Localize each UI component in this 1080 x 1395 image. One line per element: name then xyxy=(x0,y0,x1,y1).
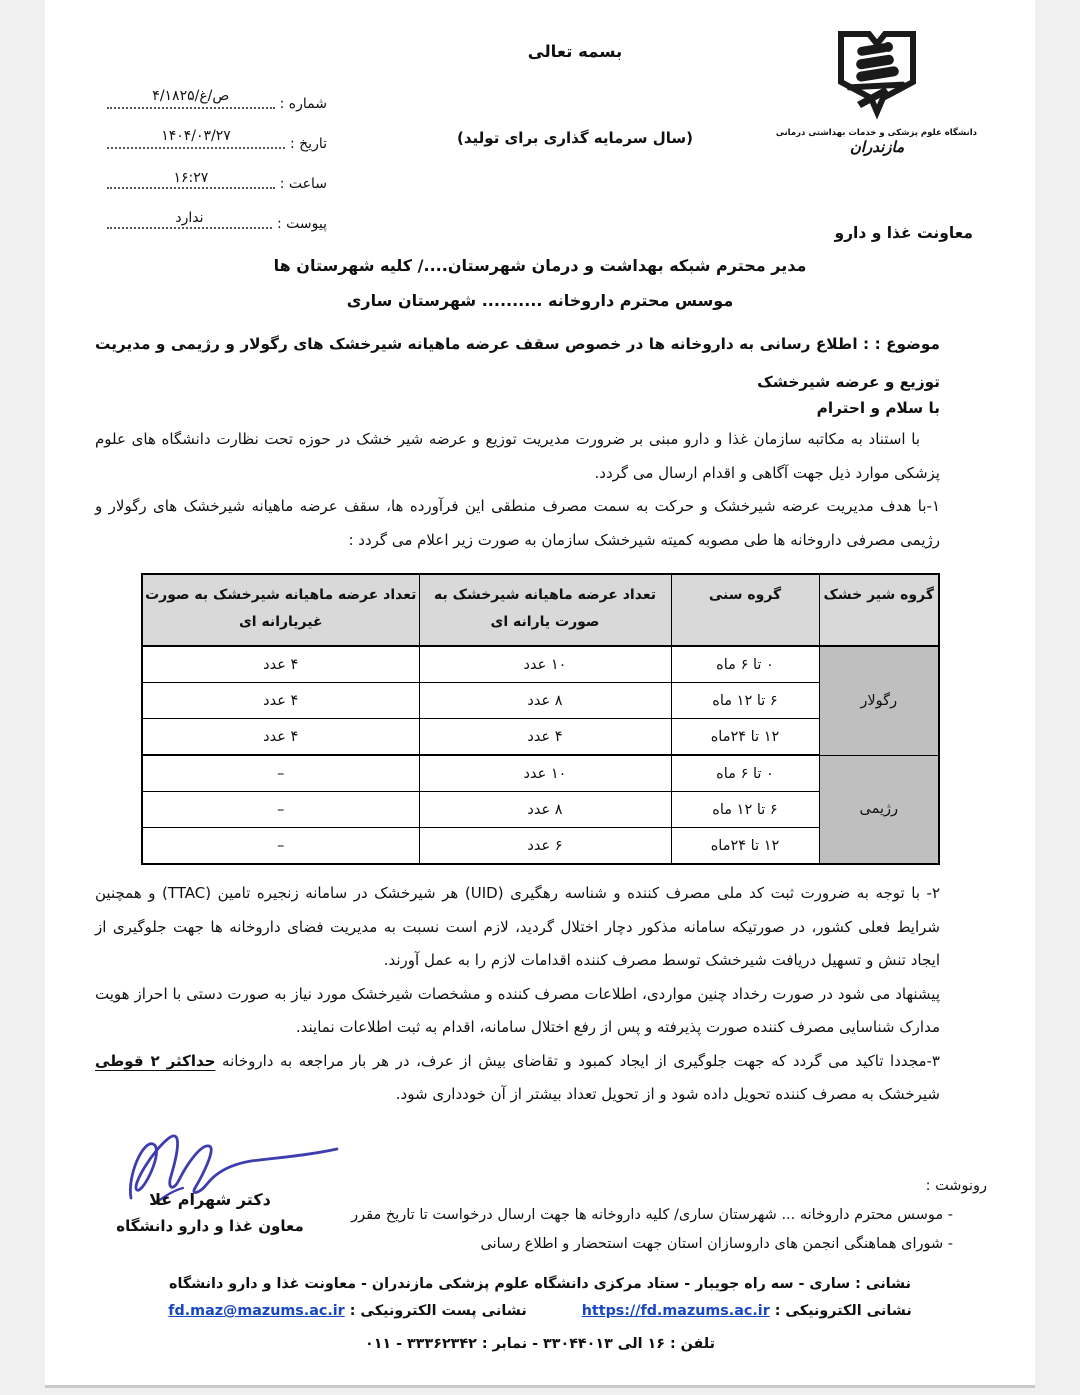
field-number xyxy=(107,90,327,112)
cc-section xyxy=(267,1172,987,1259)
recipient-line-1: مدیر محترم شبکه بهداشت و درمان شهرستان..../ کلیه شهرستان ها xyxy=(273,256,807,275)
field-date xyxy=(107,130,327,152)
field-attachment-label: پیوست : xyxy=(277,216,327,232)
logo-region-name: مازندران xyxy=(849,138,905,156)
header-subsidized: تعداد عرضه ماهیانه شیرخشک به صورت یارانه ای xyxy=(419,574,671,646)
footer-email-label: نشانی پست الکترونیکی : xyxy=(349,1303,527,1319)
signer-title: معاون غذا و دارو دانشگاه xyxy=(116,1217,304,1235)
bismillah-text: بسمه تعالی xyxy=(527,42,623,61)
table-cell-age: ۶ تا ۱۲ ماه xyxy=(671,792,819,828)
body-block-top xyxy=(95,423,940,557)
field-attachment-value: ندارد xyxy=(175,210,204,226)
signer-name: دکتر شهرام علا xyxy=(149,1190,271,1209)
field-time-label: ساعت : xyxy=(279,176,327,192)
paragraph-suggestion: پیشنهاد می شود در صورت رخداد چنین مواردی، اطلاعات مصرف کننده و مشخصات شیرخشک مورد نیاز به صورت دستی با احراز هویت مدارک شناسایی مصرف کننده صورت پذیرفته و پس از رفع اختلال سامانه، اقدام به ثبت اطلاعات نمایند. xyxy=(95,984,940,1036)
field-attachment xyxy=(107,210,327,232)
paragraph-item1: ۱-با هدف مدیریت عرضه شیرخشک و حرکت به سمت مصرف منطقی این فرآورده ها، سقف عرضه ماهیانه شیرخشک های رگولار و رژیمی مصرفی داروخانه ها طی مصوبه کمیته شیرخشک سازمان به صورت زیر اعلام می گردد : xyxy=(95,497,940,549)
table-cell-age: ۰ تا ۶ ماه xyxy=(671,755,819,792)
header-age-group: گروه سنی xyxy=(671,574,819,646)
footer-email-link[interactable]: fd.maz@mazums.ac.ir xyxy=(168,1303,345,1319)
table-cell-age: ۶ تا ۱۲ ماه xyxy=(671,683,819,719)
table-cell-non-subsidized: ۴ عدد xyxy=(142,683,419,719)
item3-emphasis-text: حداکثر ۲ قوطی xyxy=(95,1051,216,1070)
table-cell-age: ۱۲ تا ۲۴ماه xyxy=(671,828,819,865)
footer-address: نشانی : ساری - سه راه جویبار - ستاد مرکزی دانشگاه علوم پزشکی مازندران - معاونت غذا و دارو دانشگاه xyxy=(169,1276,911,1292)
letter-meta-fields xyxy=(107,90,327,250)
table-cell-subsidized: ۴ عدد xyxy=(419,719,671,756)
dotted-line xyxy=(107,210,272,229)
table-cell-subsidized: ۱۰ عدد xyxy=(419,646,671,683)
salutation-text: با سلام و احترام xyxy=(816,399,940,417)
field-number-value: ۴/۱۸۲۵/غ/ص xyxy=(152,88,230,104)
header-milk-group: گروه شیر خشک xyxy=(819,574,939,646)
footer-email xyxy=(168,1303,526,1319)
recipient-line-2: موسس محترم داروخانه .......... شهرستان ساری xyxy=(346,291,734,310)
field-time-value: ۱۶:۲۷ xyxy=(173,170,209,186)
department-title: معاونت غذا و دارو xyxy=(834,224,973,242)
header-non-subsidized: تعداد عرضه ماهیانه شیرخشک به صورت غیریارانه ای xyxy=(142,574,419,646)
table-cell-subsidized: ۱۰ عدد xyxy=(419,755,671,792)
dotted-line xyxy=(107,170,275,189)
item3-pre-text: ۳-مجددا تاکید می گردد که جهت جلوگیری از ایجاد کمبود و تقاضای بیش از عرف، در هر بار مراجعه به داروخانه xyxy=(215,1051,940,1070)
paragraph-intro: با استناد به مکاتبه سازمان غذا و دارو مبنی بر ضرورت مدیریت توزیع و عرضه شیر خشک در حوزه تحت نظارت دانشگاه های علوم پزشکی موارد ذیل جهت آگاهی و اقدام ارسال می گردد. xyxy=(95,430,940,482)
table-row xyxy=(142,646,939,683)
subject-label: موضوع : xyxy=(874,335,940,353)
table-cell-age: ۰ تا ۶ ماه xyxy=(671,646,819,683)
table-cell-non-subsidized: ۴ عدد xyxy=(142,719,419,756)
cc-item: - شورای هماهنگی انجمن های داروسازان استان جهت استحضار و اطلاع رسانی xyxy=(480,1236,953,1252)
footer-web-link[interactable]: https://fd.mazums.ac.ir xyxy=(581,1303,770,1319)
field-number-label: شماره : xyxy=(279,96,327,112)
quota-table xyxy=(141,573,940,865)
table-cell-age: ۱۲ تا ۲۴ماه xyxy=(671,719,819,756)
subject-line xyxy=(95,325,940,401)
field-date-label: تاریخ : xyxy=(289,136,327,152)
dotted-line xyxy=(107,130,285,149)
table-cell-subsidized: ۶ عدد xyxy=(419,828,671,865)
table-cell-non-subsidized: – xyxy=(142,755,419,792)
university-emblem-icon xyxy=(825,26,929,122)
table-cell-subsidized: ۸ عدد xyxy=(419,792,671,828)
dotted-line xyxy=(107,90,275,109)
cc-label: رونوشت : xyxy=(925,1178,987,1194)
table-cell-subsidized: ۸ عدد xyxy=(419,683,671,719)
group-cell-dietary: رژیمی xyxy=(819,755,939,864)
paragraph-item3 xyxy=(95,1045,940,1112)
table-cell-non-subsidized: – xyxy=(142,792,419,828)
table-header-row xyxy=(142,574,939,646)
paragraph-item2: ۲- با توجه به ضرورت ثبت کد ملی مصرف کننده و شناسه رهگیری (UID) هر شیرخشک در سامانه زنجیره تامین (TTAC) و همچنین شرایط فعلی کشور، در صورتیکه سامانه مذکور دچار اختلال گردید، لازم است نسبت به مدیریت فضای داروخانه ها جهت جلوگیری از ایجاد تنش و تسهیل دریافت شیرخشک توسط مصرف کننده اقدامات لازم را به عمل آورند. xyxy=(95,884,940,969)
subject-text: : اطلاع رسانی به داروخانه ها در خصوص سقف عرضه ماهیانه شیرخشک های رگولار و رژیمی و مدیریت توزیع و عرضه شیرخشک xyxy=(95,335,940,391)
item3-post-text: شیرخشک به مصرف کننده تحویل داده شود و از تحویل تعداد بیشتر از آن خودداری شود. xyxy=(395,1085,940,1103)
footer-web-label: نشانی الکترونیکی : xyxy=(774,1303,912,1319)
field-date-value: ۱۴۰۴/۰۳/۲۷ xyxy=(161,128,231,144)
letter-page xyxy=(45,0,1035,1388)
body-block-bottom xyxy=(95,877,940,1112)
logo-org-name: دانشگاه علوم پزشکی و خدمات بهداشتی درمانی xyxy=(775,128,977,138)
footer-phone: تلفن : ۱۶ الی ۳۳۰۴۴۰۱۳ - نمابر : ۳۳۳۶۲۳۴۲ - ۰۱۱ xyxy=(364,1336,716,1352)
cc-item: - موسس محترم داروخانه ... شهرستان ساری/ کلیه داروخانه ها جهت ارسال درخواست تا تاریخ مقرر xyxy=(351,1207,953,1223)
table-cell-non-subsidized: – xyxy=(142,828,419,865)
letterhead-logo xyxy=(777,26,977,156)
table-row xyxy=(142,755,939,792)
slogan-text: (سال سرمایه گذاری برای تولید) xyxy=(457,129,693,147)
footer-web xyxy=(582,1303,912,1319)
table-cell-non-subsidized: ۴ عدد xyxy=(142,646,419,683)
footer-links-row xyxy=(45,1303,1035,1319)
field-time xyxy=(107,170,327,192)
group-cell-regular: رگولار xyxy=(819,646,939,755)
